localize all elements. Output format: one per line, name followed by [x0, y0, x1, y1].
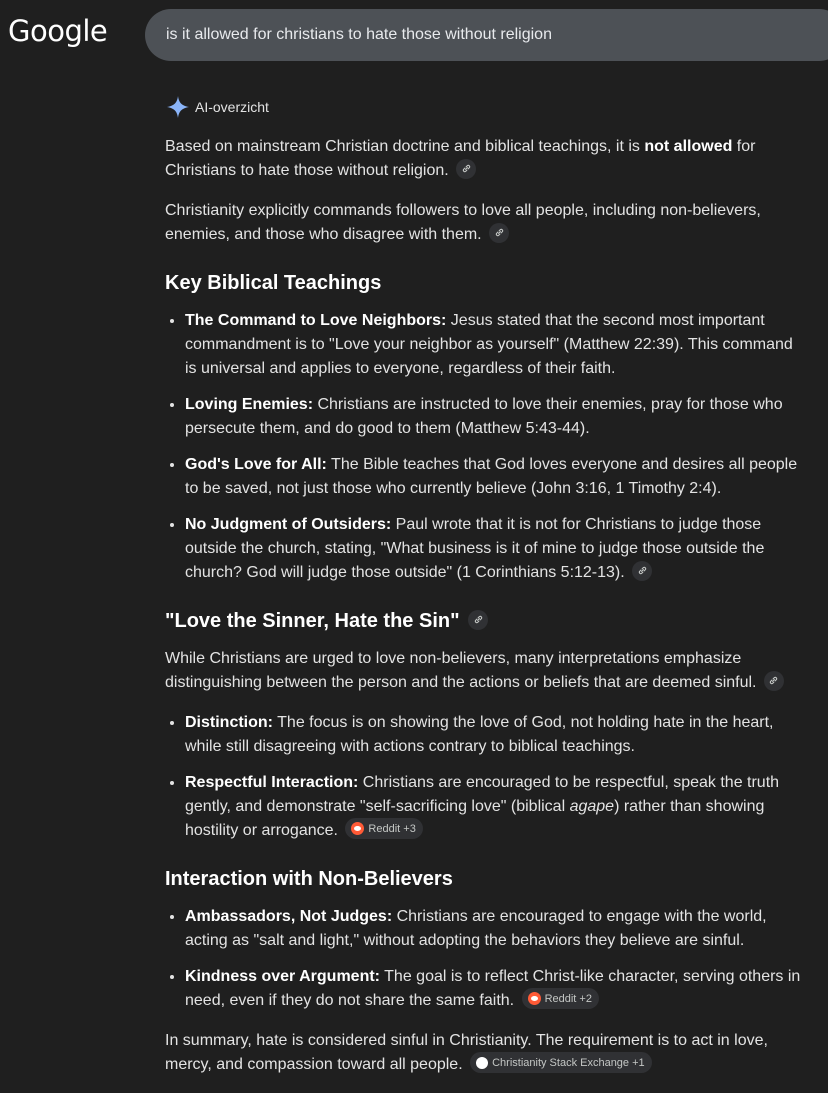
search-bar[interactable] [145, 9, 828, 61]
love-sinner-paragraph: While Christians are urged to love non-believers, many interpretations emphasize distinguishing between the person and the actions or beliefs that are deemed sinful. [165, 647, 805, 695]
list-item: • No Judgment of Outsiders: Paul wrote that it is not for Christians to judge those outside the church, stating, "What business is it of mine to judge those outside the church? God will judge those outside" (1 Corinthians 5:12-13). [185, 513, 805, 585]
link-icon[interactable] [456, 159, 476, 179]
google-logo[interactable]: Google [8, 14, 108, 48]
source-chip-reddit[interactable]: Reddit +3 [345, 818, 422, 839]
non-believers-list [165, 905, 805, 1013]
intro-paragraph-2: Christianity explicitly commands followers to love all people, including non-believers, enemies, and those who disagree with them. [165, 202, 761, 243]
intro-paragraph-1: Based on mainstream Christian doctrine and biblical teachings, it is not allowed for Christians to hate those without religion. [165, 138, 756, 179]
ai-overview-title: AI-overzicht [195, 99, 269, 115]
section-heading-love-the-sinner: "Love the Sinner, Hate the Sin" [165, 608, 805, 634]
sparkle-icon [166, 95, 190, 119]
ai-overview-header [165, 92, 805, 122]
source-chip-stackexchange[interactable]: Christianity Stack Exchange +1 [470, 1052, 652, 1073]
list-item: • Loving Enemies: Christians are instructed to love their enemies, pray for those who persecute them, and do good to them (Matthew 5:43-44). [185, 393, 805, 441]
section-heading-non-believers: Interaction with Non-Believers [165, 868, 453, 890]
source-chip-reddit[interactable]: Reddit +2 [522, 988, 599, 1009]
link-icon[interactable] [632, 561, 652, 581]
stackexchange-icon [476, 1057, 488, 1069]
link-icon[interactable] [764, 671, 784, 691]
list-item: • Respectful Interaction: Christians are encouraged to be respectful, speak the truth gently, and demonstrate "self-sacrificing love" (biblical agape) rather than showing hostility or arrogance. Reddit +3 [185, 771, 805, 843]
section-heading-key-teachings: Key Biblical Teachings [165, 272, 382, 294]
love-sinner-list [165, 711, 805, 843]
list-item: • Ambassadors, Not Judges: Christians are encouraged to engage with the world, acting as "salt and light," without adopting the behaviors they believe are sinful. [185, 905, 805, 953]
list-item: • Kindness over Argument: The goal is to reflect Christ-like character, serving others in need, even if they do not share the same faith. Reddit +2 [185, 965, 805, 1013]
list-item: • God's Love for All: The Bible teaches that God loves everyone and desires all people to be saved, not just those who currently believe (John 3:16, 1 Timothy 2:4). [185, 453, 805, 501]
link-icon[interactable] [489, 223, 509, 243]
ai-overview [165, 92, 805, 1093]
link-icon[interactable] [468, 610, 488, 630]
reddit-icon [351, 822, 364, 835]
list-item: • Distinction: The focus is on showing the love of God, not holding hate in the heart, while still disagreeing with actions contrary to biblical teachings. [185, 711, 805, 759]
reddit-icon [528, 992, 541, 1005]
key-teachings-list [165, 309, 805, 585]
search-input[interactable] [166, 26, 806, 44]
summary-paragraph: In summary, hate is considered sinful in Christianity. The requirement is to act in love, mercy, and compassion toward all people. Christianity Stack Exchange +1 [165, 1032, 768, 1073]
list-item: • The Command to Love Neighbors: Jesus stated that the second most important commandment is to "Love your neighbor as yourself" (Matthew 22:39). This command is universal and applies to everyone, regardless of their faith. [185, 309, 805, 381]
